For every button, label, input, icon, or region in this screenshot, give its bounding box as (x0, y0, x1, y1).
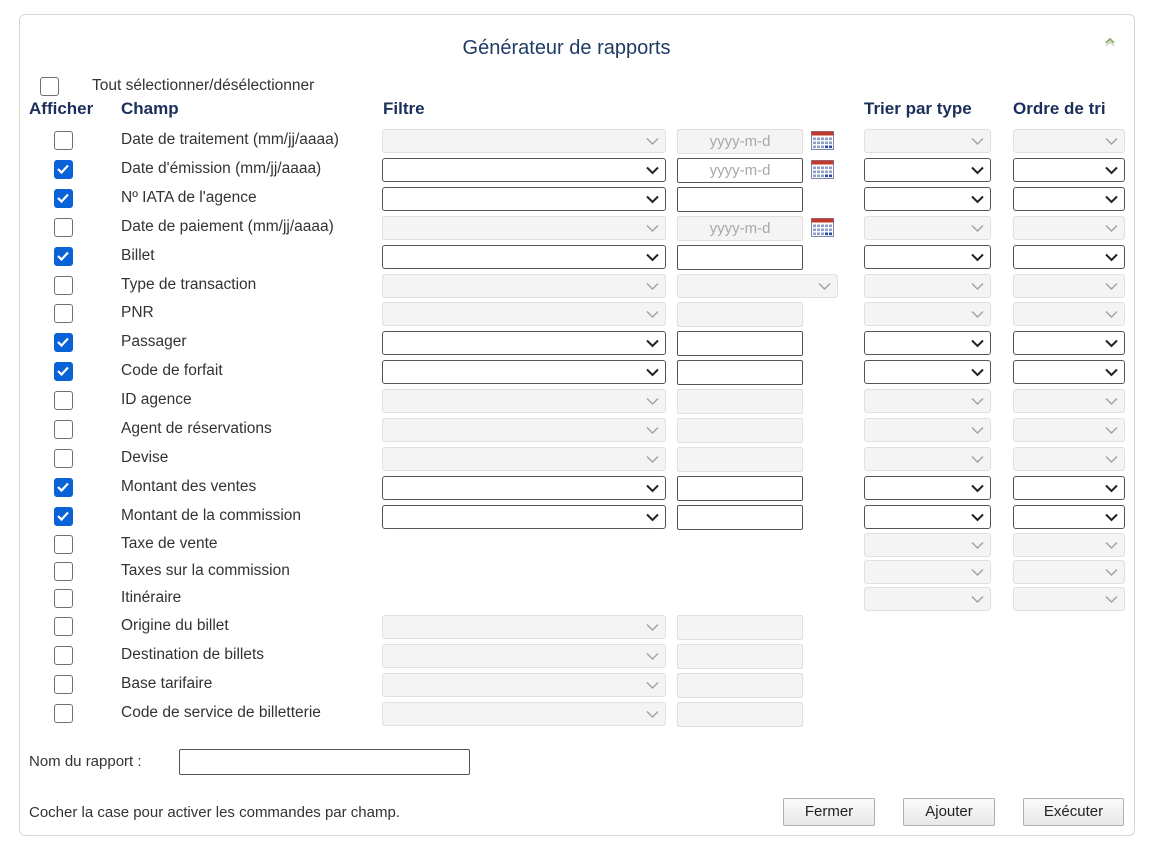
filter-operator-select[interactable] (382, 245, 666, 269)
add-button[interactable]: Ajouter (903, 798, 995, 826)
field-label: Date d'émission (mm/jj/aaaa) (121, 160, 322, 177)
sort-order-select[interactable] (1013, 447, 1125, 471)
filter-operator-select[interactable] (382, 389, 666, 413)
show-checkbox[interactable] (54, 562, 73, 581)
sort-type-select[interactable] (864, 331, 991, 355)
field-label: Nº IATA de l'agence (121, 189, 257, 206)
calendar-icon[interactable] (811, 218, 834, 237)
filter-value-input[interactable] (677, 302, 803, 327)
filter-operator-select[interactable] (382, 673, 666, 697)
filter-operator-select[interactable] (382, 302, 666, 326)
header-field: Champ (121, 99, 179, 118)
sort-type-select[interactable] (864, 447, 991, 471)
field-label: Taxes sur la commission (121, 562, 290, 579)
field-label: Montant de la commission (121, 507, 302, 524)
show-checkbox[interactable] (54, 333, 73, 352)
sort-type-select[interactable] (864, 505, 991, 529)
filter-operator-select[interactable] (382, 216, 666, 240)
sort-type-select[interactable] (864, 560, 991, 584)
show-checkbox[interactable] (54, 304, 73, 323)
field-label: Code de service de billetterie (121, 704, 321, 721)
sort-type-select[interactable] (864, 533, 991, 557)
filter-operator-select[interactable] (382, 158, 666, 182)
field-label: Agent de réservations (121, 420, 272, 437)
show-checkbox[interactable] (54, 131, 73, 150)
field-label: Type de transaction (121, 276, 257, 293)
show-checkbox[interactable] (54, 646, 73, 665)
field-label: PNR (121, 304, 154, 321)
sort-type-select[interactable] (864, 187, 991, 211)
select-all-label: Tout sélectionner/désélectionner (92, 77, 315, 94)
sort-order-select[interactable] (1013, 158, 1125, 182)
show-checkbox[interactable] (54, 247, 73, 266)
sort-order-select[interactable] (1013, 331, 1125, 355)
show-checkbox[interactable] (54, 704, 73, 723)
sort-type-select[interactable] (864, 587, 991, 611)
field-label: ID agence (121, 391, 192, 408)
sort-type-select[interactable] (864, 129, 991, 153)
filter-operator-select[interactable] (382, 476, 666, 500)
field-label: Date de traitement (mm/jj/aaaa) (121, 131, 339, 148)
sort-order-select[interactable] (1013, 587, 1125, 611)
filter-operator-select[interactable] (382, 447, 666, 471)
show-checkbox[interactable] (54, 535, 73, 554)
sort-order-select[interactable] (1013, 245, 1125, 269)
show-checkbox[interactable] (54, 449, 73, 468)
field-label: Devise (121, 449, 169, 466)
sort-order-select[interactable] (1013, 216, 1125, 240)
filter-operator-select[interactable] (382, 644, 666, 668)
sort-order-select[interactable] (1013, 187, 1125, 211)
filter-date-input[interactable]: yyyy-m-d (677, 216, 803, 241)
field-label: Destination de billets (121, 646, 265, 663)
filter-value-select[interactable] (677, 274, 838, 298)
page-title: Générateur de rapports (462, 37, 671, 59)
show-checkbox[interactable] (54, 218, 73, 237)
show-checkbox[interactable] (54, 507, 73, 526)
field-label: Montant des ventes (121, 478, 257, 495)
close-button[interactable]: Fermer (783, 798, 875, 826)
sort-type-select[interactable] (864, 158, 991, 182)
show-checkbox[interactable] (54, 589, 73, 608)
header-sort-order: Ordre de tri (1013, 99, 1106, 118)
show-checkbox[interactable] (54, 276, 73, 295)
filter-value-input[interactable] (677, 702, 803, 727)
filter-value-input[interactable] (677, 476, 803, 501)
sort-type-select[interactable] (864, 302, 991, 326)
filter-value-input[interactable] (677, 331, 803, 356)
filter-value-input[interactable] (677, 505, 803, 530)
filter-value-input[interactable] (677, 187, 803, 212)
filter-value-input[interactable] (677, 644, 803, 669)
sort-order-select[interactable] (1013, 389, 1125, 413)
field-label: Code de forfait (121, 362, 223, 379)
filter-value-input[interactable] (677, 245, 803, 270)
report-name-label: Nom du rapport : (29, 753, 142, 770)
sort-type-select[interactable] (864, 360, 991, 384)
filter-operator-select[interactable] (382, 360, 666, 384)
show-checkbox[interactable] (54, 362, 73, 381)
show-checkbox[interactable] (54, 160, 73, 179)
field-label: Origine du billet (121, 617, 229, 634)
sort-order-select[interactable] (1013, 560, 1125, 584)
filter-operator-select[interactable] (382, 615, 666, 639)
filter-date-input[interactable]: yyyy-m-d (677, 158, 803, 183)
select-all-checkbox[interactable] (40, 77, 59, 96)
report-name-input[interactable] (179, 749, 470, 775)
filter-value-input[interactable] (677, 418, 803, 443)
sort-order-select[interactable] (1013, 533, 1125, 557)
calendar-icon[interactable] (811, 131, 834, 150)
filter-operator-select[interactable] (382, 505, 666, 529)
field-label: Taxe de vente (121, 535, 218, 552)
header-sort-type: Trier par type (864, 99, 972, 118)
field-label: Billet (121, 247, 155, 264)
sort-type-select[interactable] (864, 274, 991, 298)
chevron-up-icon[interactable] (1103, 34, 1117, 48)
sort-order-select[interactable] (1013, 505, 1125, 529)
filter-operator-select[interactable] (382, 418, 666, 442)
sort-order-select[interactable] (1013, 476, 1125, 500)
show-checkbox[interactable] (54, 675, 73, 694)
header-show: Afficher (29, 99, 94, 118)
sort-order-select[interactable] (1013, 418, 1125, 442)
filter-value-input[interactable] (677, 673, 803, 698)
sort-order-select[interactable] (1013, 360, 1125, 384)
calendar-icon[interactable] (811, 160, 834, 179)
header-filter: Filtre (383, 99, 425, 118)
sort-type-select[interactable] (864, 245, 991, 269)
show-checkbox[interactable] (54, 189, 73, 208)
filter-operator-select[interactable] (382, 274, 666, 298)
filter-operator-select[interactable] (382, 129, 666, 153)
sort-order-select[interactable] (1013, 129, 1125, 153)
field-label: Itinéraire (121, 589, 182, 606)
sort-type-select[interactable] (864, 389, 991, 413)
filter-value-input[interactable] (677, 360, 803, 385)
filter-value-input[interactable] (677, 447, 803, 472)
sort-type-select[interactable] (864, 476, 991, 500)
filter-operator-select[interactable] (382, 187, 666, 211)
sort-type-select[interactable] (864, 418, 991, 442)
sort-order-select[interactable] (1013, 274, 1125, 298)
filter-value-input[interactable] (677, 615, 803, 640)
run-button[interactable]: Exécuter (1023, 798, 1124, 826)
show-checkbox[interactable] (54, 420, 73, 439)
filter-date-input[interactable]: yyyy-m-d (677, 129, 803, 154)
field-label: Date de paiement (mm/jj/aaaa) (121, 218, 334, 235)
show-checkbox[interactable] (54, 391, 73, 410)
sort-order-select[interactable] (1013, 302, 1125, 326)
field-label: Passager (121, 333, 187, 350)
sort-type-select[interactable] (864, 216, 991, 240)
show-checkbox[interactable] (54, 617, 73, 636)
filter-value-input[interactable] (677, 389, 803, 414)
hint-text: Cocher la case pour activer les commandes par champ. (29, 804, 401, 821)
field-label: Base tarifaire (121, 675, 213, 692)
filter-operator-select[interactable] (382, 331, 666, 355)
filter-operator-select[interactable] (382, 702, 666, 726)
show-checkbox[interactable] (54, 478, 73, 497)
